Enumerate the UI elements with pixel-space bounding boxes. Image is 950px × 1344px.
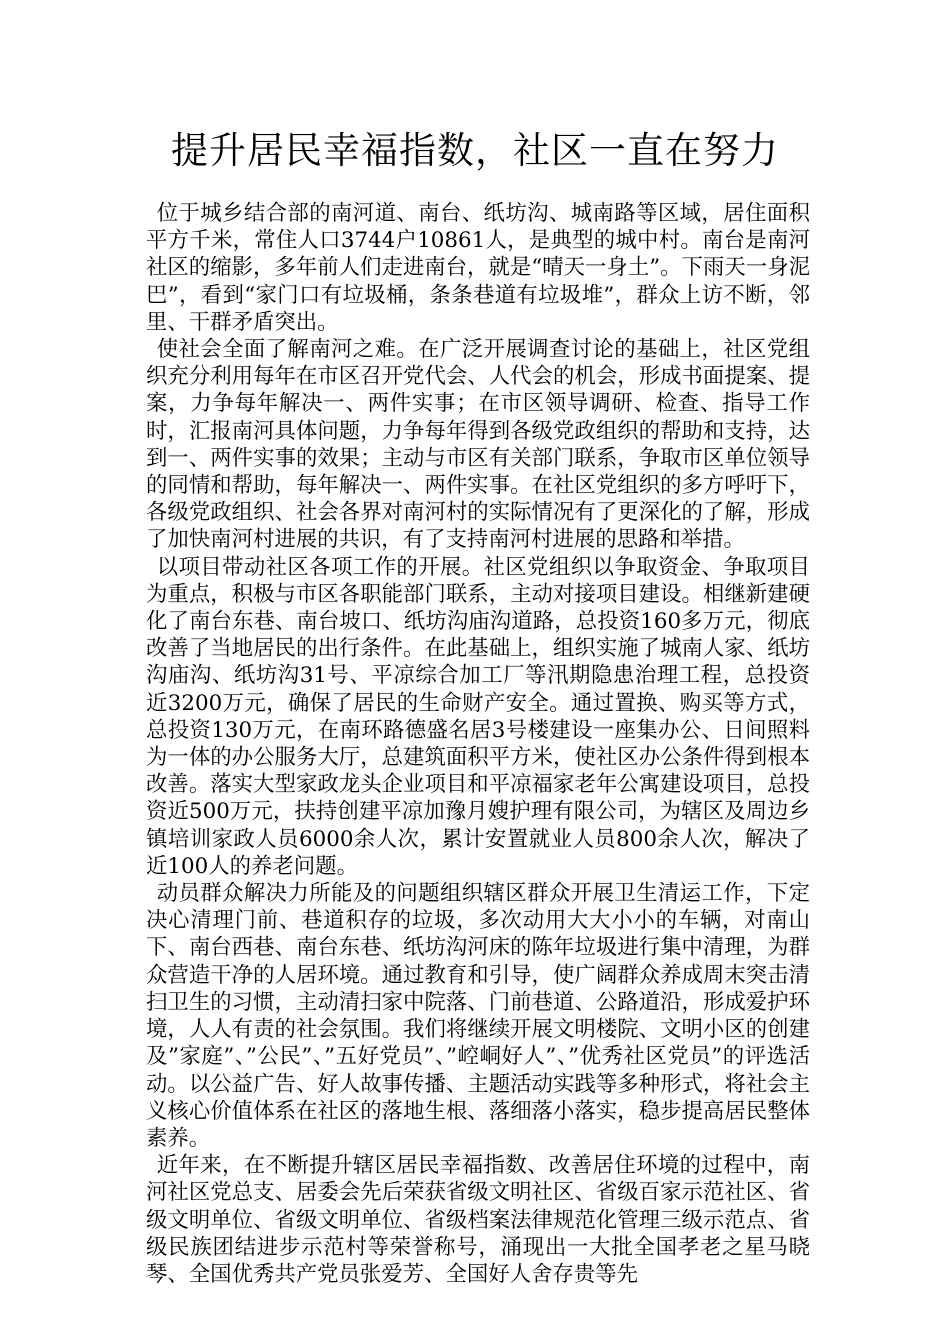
paragraph-intro: 位于城乡结合部的南河道、南台、纸坊沟、城南路等区域，居住面积平方千米，常住人口3744户10861人，是典型的城中村。南台是南河社区的缩影，多年前人们走进南台，就是“晴天一身土”。下雨天一身泥巴”，看到“家门口有垃圾桶，条条巷道有垃圾堆”，群众上访不断，邻里、干群矛盾突出。 [146, 201, 810, 335]
paragraph-understanding: 使社会全面了解南河之难。在广泛开展调查讨论的基础上，社区党组织充分利用每年在市区召开党代会、人代会的机会，形成书面提案、提案，力争每年解决一、两件实事；在市区领导调研、检查、指导工作时，汇报南河具体问题，力争每年得到各级党政组织的帮助和支持，达到一、两件实事的效果；主动与市区有关部门联系，争取市区单位领导的同情和帮助，每年解决一、两件实事。在社区党组织的多方呼吁下，各级党政组织、社会各界对南河村的实际情况有了更深化的了解，形成了加快南河村进展的共识，有了支持南河村进展的思路和举措。 [146, 337, 810, 553]
paragraph-honors: 近年来，在不断提升辖区居民幸福指数、改善居住环境的过程中，南河社区党总支、居委会先后荣获省级文明社区、省级百家示范社区、省级文明单位、省级文明单位、省级档案法律规范化管理三级示范点、省级民族团结进步示范村等荣誉称号，涌现出一大批全国孝老之星马晓琴、全国优秀共产党员张爱芳、全国好人舍存贵等先 [146, 1153, 810, 1287]
paragraph-sanitation: 动员群众解决力所能及的问题组织辖区群众开展卫生清运工作，下定决心清理门前、巷道积存的垃圾，多次动用大大小小的车辆，对南山下、南台西巷、南台东巷、纸坊沟河床的陈年垃圾进行集中清理，为群众营造干净的人居环境。通过教育和引导，使广阔群众养成周末突击清扫卫生的习惯，主动清扫家中院落、门前巷道、公路道沿，形成爱护环境，人人有责的社会氛围。我们将继续开展文明楼院、文明小区的创建及”家庭”、”公民”、”五好党员”、”崆峒好人”、”优秀社区党员”的评选活动。以公益广告、好人故事传播、主题活动实践等多种形式，将社会主义核心价值体系在社区的落地生根、落细落小落实，稳步提高居民整体素养。 [146, 881, 810, 1151]
paragraph-projects: 以项目带动社区各项工作的开展。社区党组织以争取资金、争取项目为重点，积极与市区各职能部门联系，主动对接项目建设。相继新建硬化了南台东巷、南台坡口、纸坊沟庙沟道路，总投资160多万元，彻底改善了当地居民的出行条件。在此基础上，组织实施了城南人家、纸坊沟庙沟、纸坊沟31号、平凉综合加工厂等汛期隐患治理工程，总投资近3200万元，确保了居民的生命财产安全。通过置换、购买等方式，总投资130万元，在南环路德盛名居3号楼建设一座集办公、日间照料为一体的办公服务大厅，总建筑面积平方米，使社区办公条件得到根本改善。落实大型家政龙头企业项目和平凉福家老年公寓建设项目，总投资近500万元，扶持创建平凉加豫月嫂护理有限公司，为辖区及周边乡镇培训家政人员6000余人次，累计安置就业人员800余人次，解决了近100人的养老问题。 [146, 554, 810, 879]
document-body [146, 200, 810, 1288]
document-title: 提升居民幸福指数，社区一直在努力 [171, 129, 779, 172]
